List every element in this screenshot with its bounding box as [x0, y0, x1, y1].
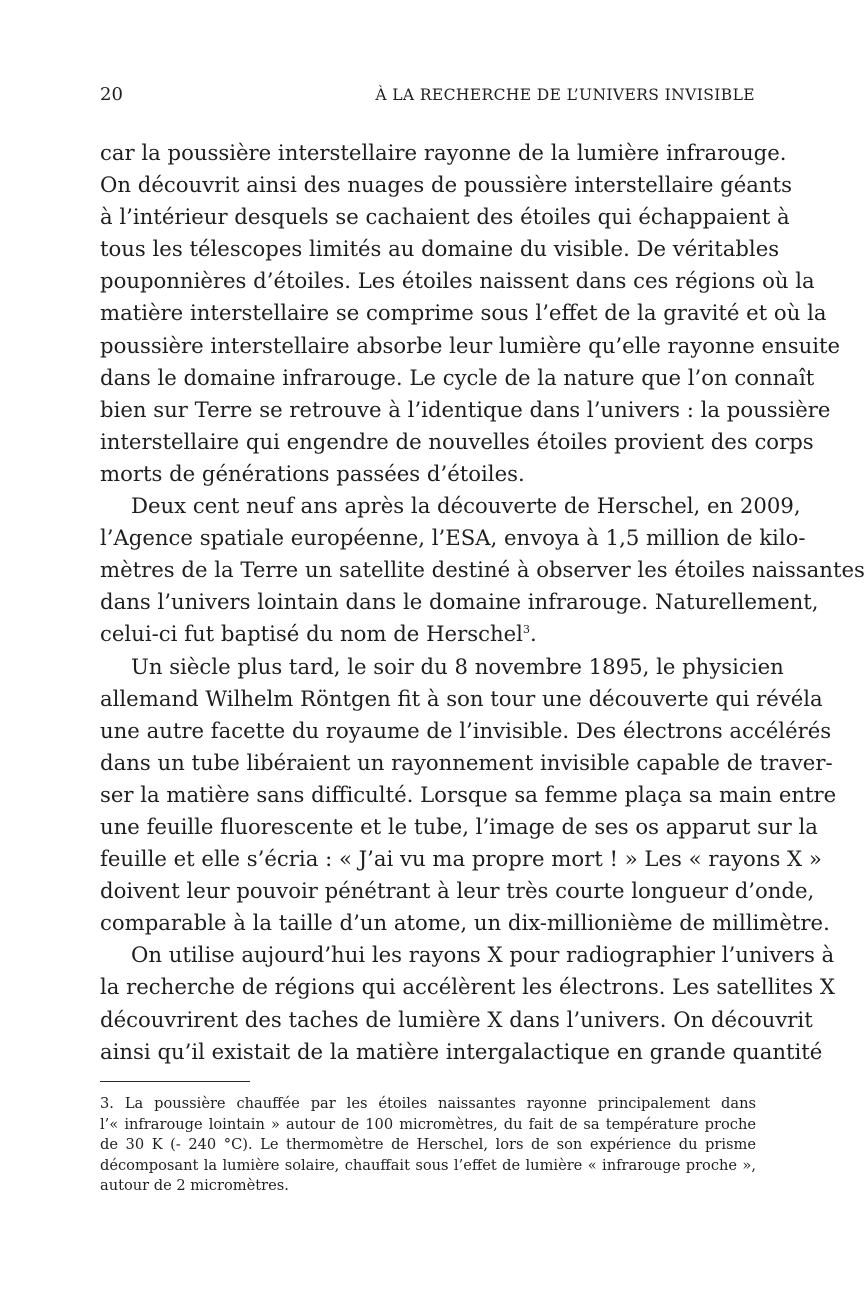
text-line: la recherche de régions qui accélèrent les électrons. Les satellites X: [100, 974, 836, 1000]
paragraph-2: [100, 490, 865, 650]
footnote-line: de 30 K (- 240 °C). Le thermomètre de Herschel, lors de son expérience du prisme: [100, 1136, 756, 1154]
text-line: interstellaire qui engendre de nouvelles étoiles provient des corps: [100, 428, 814, 454]
text-line: Un siècle plus tard, le soir du 8 novembre 1895, le physicien: [131, 653, 784, 679]
text-line: allemand Wilhelm Röntgen fit à son tour une découverte qui révéla: [100, 685, 823, 711]
text-line: pouponnières d’étoiles. Les étoiles naissent dans ces régions où la: [100, 268, 815, 294]
text-line: doivent leur pouvoir pénétrant à leur très courte longueur d’onde,: [100, 878, 815, 904]
text-line: découvrirent des taches de lumière X dans l’univers. On découvrit: [100, 1006, 813, 1032]
text-line: une feuille fluorescente et le tube, l’image de ses os apparut sur la: [100, 813, 818, 839]
text-line: l’Agence spatiale européenne, l’ESA, envoya à 1,5 million de kilo-: [100, 525, 806, 551]
text-line: matière interstellaire se comprime sous l’effet de la gravité et où la: [100, 300, 827, 326]
text-line: Deux cent neuf ans après la découverte de Herschel, en 2009,: [131, 493, 801, 519]
page-number: 20: [100, 84, 123, 105]
footnote-line: autour de 2 micromètres.: [100, 1177, 289, 1195]
footnote-reference[interactable]: 3: [522, 623, 530, 637]
text-line: dans le domaine infrarouge. Le cycle de la nature que l’on connaît: [100, 364, 815, 390]
text-line: [100, 618, 756, 650]
text-line: ainsi qu’il existait de la matière intergalactique en grande quantité: [100, 1038, 823, 1064]
text-line: mètres de la Terre un satellite destiné à observer les étoiles naissantes: [100, 557, 865, 583]
running-head: [100, 82, 755, 108]
text-line: bien sur Terre se retrouve à l’identique dans l’univers : la poussière: [100, 396, 831, 422]
text-line: à l’intérieur desquels se cachaient des étoiles qui échappaient à: [100, 204, 790, 230]
paragraph-4: [100, 939, 836, 1067]
text-line: une autre facette du royaume de l’invisible. Des électrons accélérés: [100, 717, 832, 743]
text-line: dans l’univers lointain dans le domaine infrarouge. Naturellement,: [100, 589, 819, 615]
footnote-line: l’« infrarouge lointain » autour de 100 micromètres, du fait de sa température proche: [100, 1115, 756, 1133]
text-line: On utilise aujourd’hui les rayons X pour radiographier l’univers à: [131, 942, 835, 968]
footnote-divider: [100, 1081, 250, 1082]
text-line: comparable à la taille d’un atome, un dix-millionième de millimètre.: [100, 910, 830, 936]
text-line: morts de générations passées d’étoiles.: [100, 460, 525, 486]
text-fragment: celui-ci fut baptisé du nom de Herschel: [100, 621, 523, 647]
body-text: [100, 137, 865, 1068]
text-line: car la poussière interstellaire rayonne de la lumière infrarouge.: [100, 140, 787, 165]
text-line: feuille et elle s’écria : « J’ai vu ma propre mort ! » Les « rayons X »: [100, 846, 822, 872]
footnote-line: décomposant la lumière solaire, chauffait sous l’effet de lumière « infrarouge proche »,: [100, 1156, 756, 1174]
text-line: dans un tube libéraient un rayonnement invisible capable de traver-: [100, 749, 833, 775]
text-fragment: .: [529, 621, 537, 647]
footnote-line: 3. La poussière chauffée par les étoiles naissantes rayonne principalement dans: [100, 1095, 756, 1112]
text-line: tous les télescopes limités au domaine du visible. De véritables: [100, 236, 780, 262]
running-head-title: À LA RECHERCHE DE L’UNIVERS INVISIBLE: [375, 86, 755, 104]
text-line: On découvrit ainsi des nuages de poussière interstellaire géants: [100, 172, 792, 198]
paragraph-3: [100, 651, 837, 940]
text-line: poussière interstellaire absorbe leur lumière qu’elle rayonne ensuite: [100, 332, 841, 358]
paragraph-1: [100, 137, 841, 490]
footnote: [100, 1094, 756, 1197]
text-line: ser la matière sans difficulté. Lorsque sa femme plaça sa main entre: [100, 781, 837, 807]
